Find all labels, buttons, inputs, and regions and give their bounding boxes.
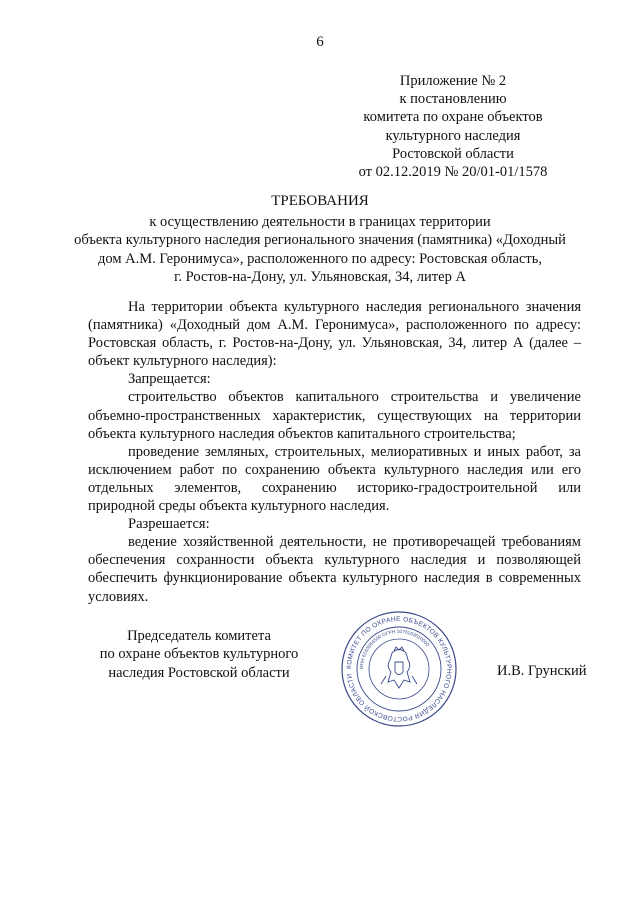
annex-line: Приложение № 2 xyxy=(399,73,507,89)
seal-ring-inner xyxy=(369,639,429,699)
signatory-position xyxy=(60,627,338,682)
annex-line: культурного наследия xyxy=(385,127,521,144)
seal-ring-outer xyxy=(342,612,456,726)
official-seal xyxy=(340,610,458,728)
annex-line: Ростовской области xyxy=(392,145,514,162)
document-title: ТРЕБОВАНИЯ xyxy=(271,193,369,209)
position-line: наследия Ростовской области xyxy=(108,664,290,681)
position-line: по охране объектов культурного xyxy=(99,646,299,663)
prohibited-item-2: проведение земляных, строительных, мелиоративных и иных работ, за исключением работ по сохранению объекта культурного наследия или его отдельных элементов, сохранению историко-градостроительной или природной среды объекта культурного наследия. xyxy=(88,443,581,515)
position-line: Председатель комитета xyxy=(127,628,271,644)
seal-inner-text: ИНН 6163084500 ОГРН 1076163010000 xyxy=(359,629,430,670)
document-body xyxy=(88,298,581,606)
seal-ring-middle xyxy=(357,627,441,711)
subtitle-line: к осуществлению деятельности в границах территории xyxy=(149,214,491,230)
annex-header xyxy=(323,72,583,181)
allowed-label: Разрешается: xyxy=(128,516,210,533)
intro-paragraph: На территории объекта культурного наследия регионального значения (памятника) «Доходный дом А.М. Геронимуса», расположенного по адресу: Ростовская область, г. Ростов-на-Дону, ул. Ульяновская, 34, литер А (далее – объект культурного наследия): xyxy=(88,299,581,370)
document-subtitle xyxy=(60,213,580,286)
prohibited-item-1: строительство объектов капитального строительства и увеличение объемно-пространственных характеристик, существующих на территории объекта культурного наследия объектов капитального строительства; xyxy=(88,389,581,442)
prohibited-label: Запрещается: xyxy=(128,371,211,388)
annex-line: комитета по охране объектов xyxy=(363,109,543,126)
seal-outer-text: КОМИТЕТ ПО ОХРАНЕ ОБЪЕКТОВ КУЛЬТУРНОГО НАСЛЕДИЯ РОСТОВСКОЙ ОБЛАСТИ xyxy=(345,615,453,723)
subtitle-line: г. Ростов-на-Дону, ул. Ульяновская, 34, литер А xyxy=(174,268,466,285)
subtitle-line: дом А.М. Геронимуса», расположенного по адресу: Ростовская область, xyxy=(98,250,542,267)
page-number: 6 xyxy=(316,34,324,50)
allowed-item: ведение хозяйственной деятельности, не противоречащей требованиям обеспечения сохранности объекта культурного наследия и позволяющей обеспечить функционирование объекта культурного наследия в современных условиях. xyxy=(88,534,581,605)
signatory-name: И.В. Грунский xyxy=(497,663,587,679)
annex-line: к постановлению xyxy=(399,91,507,108)
seal-emblem xyxy=(381,647,417,688)
subtitle-line: объекта культурного наследия регионального значения (памятника) «Доходный xyxy=(74,232,566,249)
annex-line: от 02.12.2019 № 20/01-01/1578 xyxy=(358,164,548,181)
